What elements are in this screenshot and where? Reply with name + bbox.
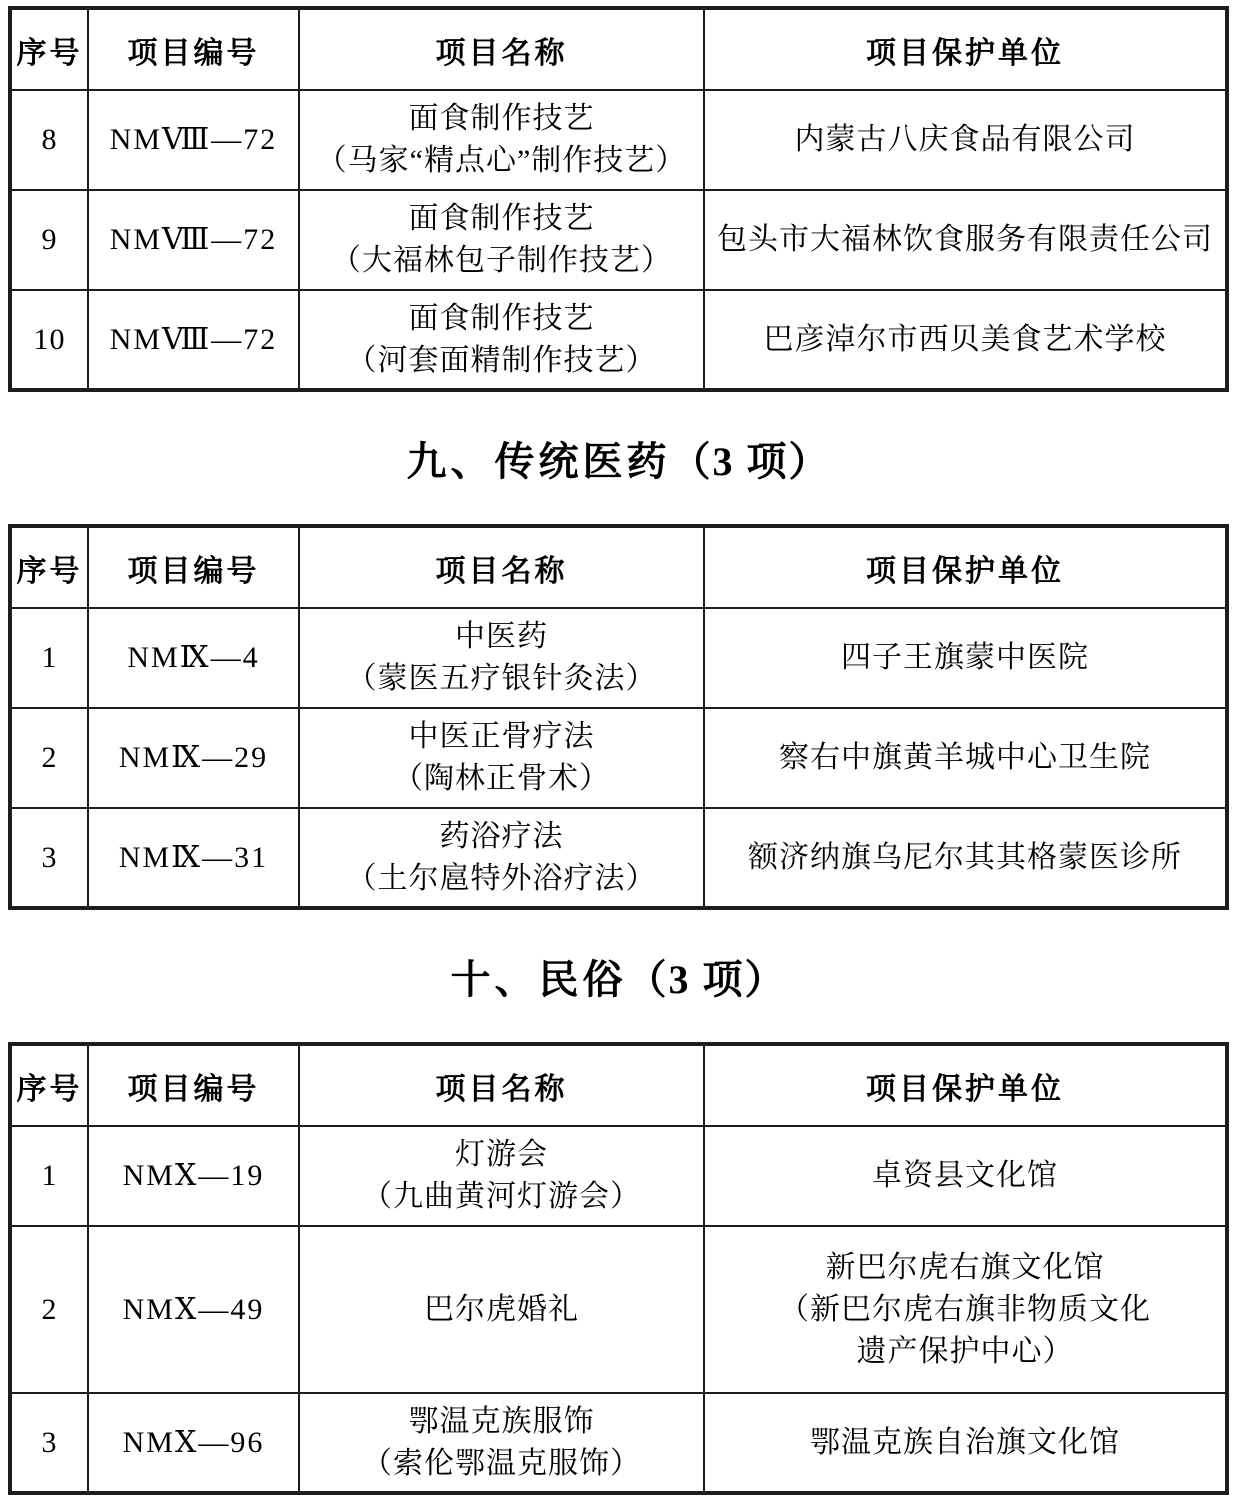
col-header-project-name: 项目名称 xyxy=(299,1044,704,1126)
table-folk-customs xyxy=(8,1042,1229,1495)
table-row xyxy=(10,608,1227,708)
project-name-line: （大福林包子制作技艺） xyxy=(331,244,672,277)
project-name-line: 面食制作技艺 xyxy=(408,202,595,235)
project-name-line: 巴尔虎婚礼 xyxy=(424,1292,579,1326)
cell-protection-unit xyxy=(704,190,1227,290)
protection-unit-line: 鄂温克族自治旗文化馆 xyxy=(810,1425,1120,1459)
cell-project-name xyxy=(299,1126,704,1226)
cell-project-code: NMⅩ—96 xyxy=(88,1393,299,1493)
table-row xyxy=(10,808,1227,908)
cell-project-name xyxy=(299,190,704,290)
col-header-project-code: 项目编号 xyxy=(88,1044,299,1126)
cell-project-code: NMⅩ—19 xyxy=(88,1126,299,1226)
cell-protection-unit xyxy=(704,1126,1227,1226)
cell-project-code: NMⅩ—49 xyxy=(88,1226,299,1393)
section-title-folk-customs xyxy=(8,956,1229,1004)
col-header-project-code: 项目编号 xyxy=(88,526,299,608)
project-name-line: （陶林正骨术） xyxy=(393,762,610,795)
cell-project-code: NMⅨ—4 xyxy=(88,608,299,708)
col-header-protection-unit: 项目保护单位 xyxy=(704,1044,1227,1126)
col-header-project-code: 项目编号 xyxy=(88,8,299,90)
cell-project-name xyxy=(299,1393,704,1493)
section-title-traditional-medicine xyxy=(8,438,1229,486)
cell-serial: 3 xyxy=(10,1393,88,1493)
cell-project-code: NMⅧ—72 xyxy=(88,190,299,290)
project-name-line: 面食制作技艺 xyxy=(408,301,595,335)
protection-unit-line: （新巴尔虎右旗非物质文化 xyxy=(779,1292,1151,1326)
project-name-line: （马家“精点心”制作技艺） xyxy=(316,144,687,177)
cell-project-name xyxy=(299,808,704,908)
table-traditional-medicine xyxy=(8,524,1229,910)
cell-project-code: NMⅧ—72 xyxy=(88,290,299,390)
project-name-line: 鄂温克族服饰 xyxy=(408,1404,595,1438)
table-row xyxy=(10,708,1227,808)
cell-serial: 9 xyxy=(10,190,88,290)
table-header-row xyxy=(10,8,1227,90)
protection-unit-line: 卓资县文化馆 xyxy=(872,1159,1058,1192)
cell-project-name xyxy=(299,90,704,190)
section-count-text: （3 项） xyxy=(670,439,831,484)
section-count-text: （3 项） xyxy=(626,957,787,1002)
cell-protection-unit xyxy=(704,708,1227,808)
section-title-text: 十、民俗 xyxy=(450,958,627,1002)
cell-project-name xyxy=(299,1226,704,1393)
protection-unit-line: 额济纳旗乌尼尔其其格蒙医诊所 xyxy=(748,840,1182,874)
cell-protection-unit xyxy=(704,1393,1227,1493)
project-name-line: （土尔扈特外浴疗法） xyxy=(346,861,657,895)
table-row xyxy=(10,1126,1227,1226)
table-header-row xyxy=(10,526,1227,608)
cell-serial: 10 xyxy=(10,290,88,390)
cell-project-code: NMⅨ—29 xyxy=(88,708,299,808)
project-name-line: 中医正骨疗法 xyxy=(408,720,595,753)
section-title-text: 九、传统医药 xyxy=(406,440,671,484)
project-name-line: 药浴疗法 xyxy=(439,819,564,853)
project-name-line: 面食制作技艺 xyxy=(408,102,595,135)
cell-project-code: NMⅧ—72 xyxy=(88,90,299,190)
col-header-project-name: 项目名称 xyxy=(299,8,704,90)
cell-project-name xyxy=(299,708,704,808)
cell-serial: 1 xyxy=(10,1126,88,1226)
project-name-line: 中医药 xyxy=(455,620,548,653)
protection-unit-line: 内蒙古八庆食品有限公司 xyxy=(794,123,1136,156)
table-traditional-skills xyxy=(8,6,1229,392)
cell-project-name xyxy=(299,290,704,390)
col-header-protection-unit: 项目保护单位 xyxy=(704,526,1227,608)
cell-project-code: NMⅨ—31 xyxy=(88,808,299,908)
cell-project-name xyxy=(299,608,704,708)
table-row xyxy=(10,290,1227,390)
cell-protection-unit xyxy=(704,808,1227,908)
project-name-line: （蒙医五疗银针灸法） xyxy=(346,662,657,695)
project-name-line: （河套面精制作技艺） xyxy=(346,343,657,377)
table-row xyxy=(10,90,1227,190)
protection-unit-line: 四子王旗蒙中医院 xyxy=(841,641,1089,674)
protection-unit-line: 包头市大福林饮食服务有限责任公司 xyxy=(717,223,1213,256)
cell-serial: 2 xyxy=(10,1226,88,1393)
table-header-row xyxy=(10,1044,1227,1126)
protection-unit-line: 新巴尔虎右旗文化馆 xyxy=(825,1250,1105,1284)
table-row xyxy=(10,1393,1227,1493)
col-header-project-name: 项目名称 xyxy=(299,526,704,608)
table-row xyxy=(10,1226,1227,1393)
project-name-line: 灯游会 xyxy=(455,1138,548,1171)
cell-serial: 8 xyxy=(10,90,88,190)
cell-serial: 1 xyxy=(10,608,88,708)
col-header-serial: 序号 xyxy=(10,8,88,90)
cell-protection-unit xyxy=(704,608,1227,708)
protection-unit-line: 巴彦淖尔市西贝美食艺术学校 xyxy=(763,322,1167,356)
col-header-serial: 序号 xyxy=(10,1044,88,1126)
project-name-line: （索伦鄂温克服饰） xyxy=(362,1446,641,1480)
protection-unit-line: 察右中旗黄羊城中心卫生院 xyxy=(779,741,1151,774)
project-name-line: （九曲黄河灯游会） xyxy=(362,1180,641,1213)
cell-protection-unit xyxy=(704,1226,1227,1393)
table-row xyxy=(10,190,1227,290)
cell-serial: 2 xyxy=(10,708,88,808)
cell-protection-unit xyxy=(704,90,1227,190)
protection-unit-line: 遗产保护中心） xyxy=(856,1334,1074,1368)
cell-serial: 3 xyxy=(10,808,88,908)
col-header-protection-unit: 项目保护单位 xyxy=(704,8,1227,90)
col-header-serial: 序号 xyxy=(10,526,88,608)
cell-protection-unit xyxy=(704,290,1227,390)
